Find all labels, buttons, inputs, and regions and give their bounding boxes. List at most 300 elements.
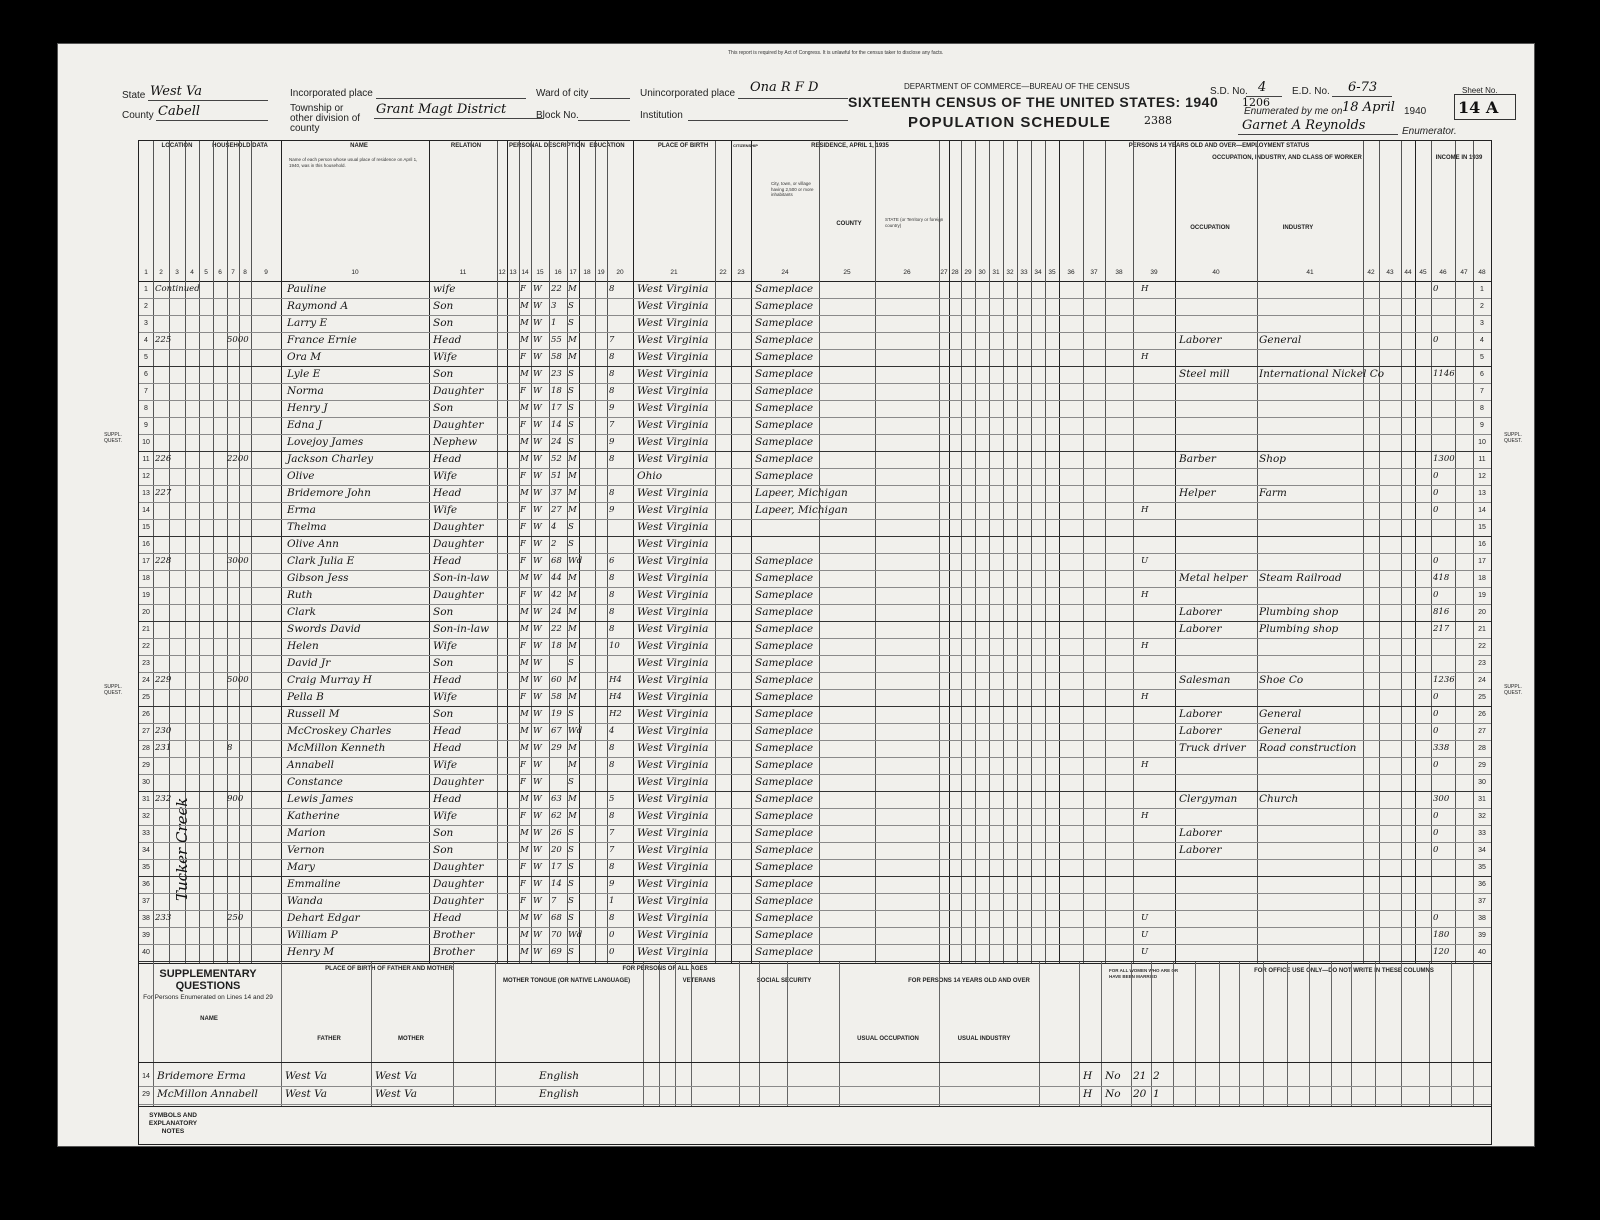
table-row — [139, 281, 1491, 299]
supp-cell-father: West Va — [285, 1088, 327, 1100]
cell-name: Larry E — [287, 317, 328, 329]
cell-mar: S — [568, 539, 574, 549]
cell-age: 22 — [551, 624, 562, 634]
cell-res — [755, 536, 875, 553]
cell-race: W — [533, 471, 542, 481]
cell-loc — [155, 859, 225, 876]
cell-loc — [155, 570, 225, 587]
cell-sex: F — [520, 386, 526, 396]
cell-name: Constance — [287, 776, 343, 788]
cell-name: Lewis James — [287, 793, 354, 805]
line-number: 27 — [1478, 728, 1486, 735]
cell-res: Sameplace — [755, 946, 814, 958]
cell-res: Sameplace — [755, 742, 814, 754]
cell-age: 60 — [551, 675, 562, 685]
line-number: 40 — [142, 949, 150, 956]
cell-inc: 418 — [1433, 573, 1450, 583]
line-number: 24 — [142, 677, 150, 684]
cell-sex: M — [520, 828, 529, 838]
supp-cell-tongue: English — [539, 1088, 580, 1100]
cell-res: Sameplace — [755, 419, 814, 431]
cell-inc: 1300 — [1433, 454, 1455, 464]
population-schedule-grid — [138, 140, 1492, 964]
cell-occ — [1179, 808, 1257, 825]
line-number: 37 — [1478, 898, 1486, 905]
cell-sex: M — [520, 318, 529, 328]
block-label: Block No. — [536, 110, 579, 121]
cell-birth: West Virginia — [637, 538, 709, 550]
cell-age: 58 — [551, 352, 562, 362]
column-number: 36 — [1067, 269, 1075, 276]
line-number: 30 — [142, 779, 150, 786]
cell-res: Sameplace — [755, 827, 814, 839]
cell-wk — [1141, 315, 1165, 332]
line-number: 26 — [142, 711, 150, 718]
line-number: 7 — [144, 388, 148, 395]
table-row — [139, 434, 1491, 452]
enumerated-label: Enumerated by me on — [1244, 106, 1343, 117]
supp-row — [139, 1068, 1491, 1087]
cell-age — [551, 774, 567, 791]
cell-sex: F — [520, 862, 526, 872]
notes-title: SYMBOLS AND EXPLANATORY NOTES — [148, 1112, 198, 1135]
cell-wk — [1141, 468, 1165, 485]
group-personal: PERSONAL DESCRIPTION — [509, 143, 585, 149]
cell-mar: M — [568, 505, 577, 515]
cell-birth: West Virginia — [637, 555, 709, 567]
cell-rel: Head — [433, 555, 462, 567]
cell-occ — [1179, 298, 1257, 315]
cell-race: W — [533, 675, 542, 685]
cell-rel: Head — [433, 793, 462, 805]
sheet-label: Sheet No. — [1462, 86, 1498, 95]
line-number: 13 — [1478, 490, 1486, 497]
cell-race: W — [533, 420, 542, 430]
table-row — [139, 451, 1491, 469]
cell-rel: Son — [433, 708, 454, 720]
supp-all-ages: FOR PERSONS OF ALL AGES — [622, 966, 708, 972]
cell-mar: M — [568, 624, 577, 634]
cell-wk — [1141, 876, 1165, 893]
supp-birth-label: PLACE OF BIRTH OF FATHER AND MOTHER — [325, 966, 453, 972]
cell-birth: West Virginia — [637, 402, 709, 414]
cell-ind: Shop — [1259, 453, 1286, 465]
table-row — [139, 859, 1491, 877]
supp-quest-tag-14: SUPPL. QUEST. — [103, 432, 123, 444]
cell-inc: 338 — [1433, 743, 1450, 753]
cell-birth: West Virginia — [637, 606, 709, 618]
cell-birth: West Virginia — [637, 691, 709, 703]
township-label: Township or other division of county — [290, 103, 361, 134]
cell-val — [227, 400, 251, 417]
cell-rel: Son — [433, 300, 454, 312]
cell-sex: F — [520, 539, 526, 549]
column-number: 43 — [1386, 269, 1394, 276]
cell-ind — [1259, 281, 1363, 298]
cell-ind — [1259, 349, 1363, 366]
line-number: 3 — [144, 320, 148, 327]
cell-wk — [1141, 859, 1165, 876]
column-number: 9 — [264, 269, 268, 276]
cell-wk: U — [1141, 930, 1149, 940]
cell-inc — [1433, 400, 1457, 417]
cell-ed: 0 — [609, 947, 615, 957]
cell-ind: Church — [1259, 793, 1299, 805]
cell-inc: 0 — [1433, 760, 1439, 770]
cell-ed — [609, 655, 631, 672]
cell-name: Annabell — [287, 759, 335, 771]
cell-ind — [1259, 519, 1363, 536]
cell-name: Clark Julia E — [287, 555, 355, 567]
cell-ind: General — [1259, 725, 1302, 737]
table-row — [139, 400, 1491, 418]
cell-ed — [609, 315, 631, 332]
sheet-value: 14 A — [1458, 98, 1499, 117]
cell-inc — [1433, 434, 1457, 451]
table-row — [139, 502, 1491, 520]
cell-occ: Steel mill — [1179, 368, 1230, 380]
ward-label: Ward of city — [536, 88, 589, 99]
supp-women-label: FOR ALL WOMEN WHO ARE OR HAVE BEEN MARRIED — [1109, 968, 1179, 979]
cell-age: 7 — [551, 896, 557, 906]
cell-mar: M — [568, 590, 577, 600]
cell-res: Sameplace — [755, 759, 814, 771]
cell-birth: West Virginia — [637, 861, 709, 873]
cell-sex: M — [520, 709, 529, 719]
cell-age: 51 — [551, 471, 562, 481]
table-row — [139, 706, 1491, 724]
cell-loc: 227 — [155, 488, 172, 498]
cell-mar: S — [568, 896, 574, 906]
line-number: 29 — [142, 762, 150, 769]
cell-wk — [1141, 383, 1165, 400]
cell-ind — [1259, 655, 1363, 672]
cell-wk — [1141, 332, 1165, 349]
supp-tongue-label: MOTHER TONGUE (OR NATIVE LANGUAGE) — [503, 978, 631, 984]
cell-ed: H4 — [609, 675, 622, 685]
grid-header — [139, 141, 1491, 282]
line-number: 7 — [1480, 388, 1484, 395]
line-number: 37 — [142, 898, 150, 905]
cell-inc: 0 — [1433, 811, 1439, 821]
supp-cell-name: Bridemore Erma — [157, 1070, 246, 1082]
cell-val — [227, 638, 251, 655]
supp-quest-tag-29: SUPPL. QUEST. — [103, 684, 123, 696]
supp-cell-age_mar: 20 — [1133, 1088, 1147, 1100]
cell-birth: West Virginia — [637, 810, 709, 822]
line-number: 33 — [142, 830, 150, 837]
column-number: 16 — [554, 269, 562, 276]
cell-ind: Farm — [1259, 487, 1287, 499]
cell-birth: West Virginia — [637, 793, 709, 805]
cell-birth: West Virginia — [637, 385, 709, 397]
cell-wk: H — [1141, 760, 1149, 770]
line-number: 5 — [1480, 354, 1484, 361]
cell-mar: M — [568, 743, 577, 753]
supp-cell-ln: 14 — [142, 1073, 150, 1080]
supp-cell-code: H — [1083, 1088, 1093, 1100]
cell-ind — [1259, 434, 1363, 451]
line-number: 8 — [144, 405, 148, 412]
cell-sex: M — [520, 335, 529, 345]
cell-name: Lyle E — [287, 368, 321, 380]
cell-name: McCroskey Charles — [287, 725, 392, 737]
cell-birth: West Virginia — [637, 589, 709, 601]
cell-ed: 7 — [609, 828, 615, 838]
line-number: 23 — [1478, 660, 1486, 667]
column-number: 34 — [1034, 269, 1042, 276]
cell-occ — [1179, 757, 1257, 774]
cell-val: 250 — [227, 913, 244, 923]
cell-res: Sameplace — [755, 844, 814, 856]
cell-wk — [1141, 621, 1165, 638]
cell-val — [227, 876, 251, 893]
cell-val — [227, 281, 251, 298]
cell-val — [227, 689, 251, 706]
cell-loc: 226 — [155, 454, 172, 464]
cell-rel: Daughter — [433, 895, 484, 907]
cell-age: 19 — [551, 709, 562, 719]
cell-ed: 8 — [609, 811, 615, 821]
cell-sex: F — [520, 692, 526, 702]
line-number: 6 — [144, 371, 148, 378]
cell-occ — [1179, 383, 1257, 400]
cell-val — [227, 502, 251, 519]
cell-ed: 8 — [609, 386, 615, 396]
cell-val — [227, 383, 251, 400]
cell-rel: Head — [433, 674, 462, 686]
cell-loc — [155, 893, 225, 910]
enumerator-name: Garnet A Reynolds — [1242, 118, 1366, 133]
cell-ed — [609, 519, 631, 536]
cell-val — [227, 944, 251, 961]
column-number: 41 — [1306, 269, 1314, 276]
cell-race: W — [533, 505, 542, 515]
line-number: 34 — [142, 847, 150, 854]
cell-race: W — [533, 760, 542, 770]
enumerated-date: 18 April — [1342, 100, 1395, 115]
cell-sex: M — [520, 930, 529, 940]
column-number: 11 — [459, 269, 467, 276]
cell-name: Ruth — [287, 589, 313, 601]
cell-ind: Steam Railroad — [1259, 572, 1342, 584]
cell-inc: 816 — [1433, 607, 1450, 617]
cell-race: W — [533, 607, 542, 617]
cell-res: Sameplace — [755, 623, 814, 635]
cell-ind — [1259, 383, 1363, 400]
cell-sex: M — [520, 726, 529, 736]
cell-age: 17 — [551, 403, 562, 413]
cell-wk — [1141, 400, 1165, 417]
cell-rel: Wife — [433, 504, 458, 516]
supp-subtitle: For Persons Enumerated on Lines 14 and 29 — [143, 994, 273, 1001]
cell-res: Sameplace — [755, 572, 814, 584]
county-header: COUNTY — [836, 221, 862, 227]
cell-birth: West Virginia — [637, 283, 709, 295]
cell-mar: M — [568, 352, 577, 362]
line-number: 35 — [1478, 864, 1486, 871]
cell-birth: West Virginia — [637, 334, 709, 346]
cell-inc: 0 — [1433, 505, 1439, 515]
cell-val: 900 — [227, 794, 244, 804]
column-number: 30 — [978, 269, 986, 276]
cell-loc — [155, 944, 225, 961]
cell-ind — [1259, 502, 1363, 519]
cell-sex: M — [520, 675, 529, 685]
cell-ed: 5 — [609, 794, 615, 804]
cell-res: Sameplace — [755, 929, 814, 941]
cell-mar: S — [568, 862, 574, 872]
cell-loc — [155, 502, 225, 519]
cell-inc — [1433, 383, 1457, 400]
table-row — [139, 689, 1491, 707]
cell-ind — [1259, 808, 1363, 825]
cell-occ: Salesman — [1179, 674, 1231, 686]
cell-ed: 6 — [609, 556, 615, 566]
cell-occ — [1179, 502, 1257, 519]
cell-sex: F — [520, 811, 526, 821]
cell-ind — [1259, 298, 1363, 315]
cell-occ — [1179, 638, 1257, 655]
sd-label: S.D. No. — [1210, 86, 1248, 97]
supp-mother-label: MOTHER — [398, 1036, 424, 1042]
cell-birth: West Virginia — [637, 708, 709, 720]
cell-sex: M — [520, 454, 529, 464]
line-number: 38 — [142, 915, 150, 922]
group-location: LOCATION — [161, 143, 193, 149]
cell-sex: F — [520, 284, 526, 294]
cell-inc: 120 — [1433, 947, 1450, 957]
table-row — [139, 808, 1491, 826]
cell-val — [227, 315, 251, 332]
cell-sex: M — [520, 658, 529, 668]
cell-val — [227, 842, 251, 859]
table-row — [139, 876, 1491, 894]
column-number: 18 — [583, 269, 591, 276]
cell-birth: West Virginia — [637, 453, 709, 465]
cell-age: 1 — [551, 318, 557, 328]
cell-wk — [1141, 893, 1165, 910]
cell-val — [227, 570, 251, 587]
cell-ed: 7 — [609, 845, 615, 855]
cell-loc — [155, 621, 225, 638]
line-number: 14 — [142, 507, 150, 514]
cell-name: Katherine — [287, 810, 340, 822]
group-name: NAME — [350, 143, 368, 149]
cell-sex: M — [520, 624, 529, 634]
cell-loc: 225 — [155, 335, 172, 345]
cell-ed: 8 — [609, 607, 615, 617]
cell-ed: 8 — [609, 284, 615, 294]
cell-ed — [609, 468, 631, 485]
line-number: 8 — [1480, 405, 1484, 412]
column-number: 39 — [1150, 269, 1158, 276]
line-number: 17 — [1478, 558, 1486, 565]
table-row — [139, 910, 1491, 928]
cell-ind — [1259, 553, 1363, 570]
cell-val — [227, 706, 251, 723]
stamp-1206: 1206 — [1242, 96, 1270, 109]
line-number: 2 — [144, 303, 148, 310]
cell-age: 37 — [551, 488, 562, 498]
county-label: County — [122, 110, 154, 121]
line-number: 30 — [1478, 779, 1486, 786]
supp-quest-tag-29-right: SUPPL. QUEST. — [1503, 684, 1523, 696]
cell-loc: 228 — [155, 556, 172, 566]
cell-name: Edna J — [287, 419, 322, 431]
cell-age: 62 — [551, 811, 562, 821]
cell-wk — [1141, 791, 1165, 808]
line-number: 38 — [1478, 915, 1486, 922]
table-row — [139, 655, 1491, 673]
line-number: 15 — [1478, 524, 1486, 531]
cell-rel: Daughter — [433, 521, 484, 533]
cell-name: McMillon Kenneth — [287, 742, 386, 754]
cell-sex: M — [520, 301, 529, 311]
cell-loc: 233 — [155, 913, 172, 923]
cell-race: W — [533, 743, 542, 753]
cell-name: Bridemore John — [287, 487, 371, 499]
cell-wk — [1141, 825, 1165, 842]
cell-occ: Laborer — [1179, 844, 1222, 856]
cell-val — [227, 587, 251, 604]
cell-name: Marion — [287, 827, 326, 839]
cell-birth: West Virginia — [637, 623, 709, 635]
cell-race: W — [533, 403, 542, 413]
cell-age: 24 — [551, 437, 562, 447]
supplementary-section — [138, 962, 1492, 1145]
cell-race: W — [533, 488, 542, 498]
cell-sex: M — [520, 913, 529, 923]
cell-res: Sameplace — [755, 436, 814, 448]
column-number: 25 — [843, 269, 851, 276]
cell-wk — [1141, 298, 1165, 315]
name-instructions: Name of each person whose usual place of residence on April 1, 1940, was in this household. — [289, 157, 418, 168]
cell-mar: S — [568, 947, 574, 957]
line-number: 4 — [1480, 337, 1484, 344]
cell-sex: F — [520, 641, 526, 651]
cell-loc — [155, 876, 225, 893]
cell-mar: M — [568, 573, 577, 583]
cell-age: 67 — [551, 726, 562, 736]
cell-rel: Wife — [433, 470, 458, 482]
cell-rel: Daughter — [433, 419, 484, 431]
cell-res: Sameplace — [755, 878, 814, 890]
cell-loc: 230 — [155, 726, 172, 736]
cell-ed — [609, 774, 631, 791]
line-number: 29 — [1478, 762, 1486, 769]
cell-res: Sameplace — [755, 861, 814, 873]
cell-ed: 8 — [609, 454, 615, 464]
cell-birth: West Virginia — [637, 912, 709, 924]
cell-occ: Laborer — [1179, 334, 1222, 346]
cell-wk: H — [1141, 590, 1149, 600]
line-number: 9 — [1480, 422, 1484, 429]
enumerated-year: 1940 — [1404, 106, 1427, 117]
cell-name: William P — [287, 929, 338, 941]
cell-occ — [1179, 910, 1257, 927]
cell-occ — [1179, 400, 1257, 417]
cell-wk — [1141, 451, 1165, 468]
cell-age: 18 — [551, 641, 562, 651]
cell-res: Sameplace — [755, 793, 814, 805]
group-citizenship: CITIZENSHIP — [733, 143, 758, 148]
column-number: 1 — [144, 269, 148, 276]
enumerator-label: Enumerator. — [1402, 126, 1457, 137]
cell-val — [227, 655, 251, 672]
cell-mar: M — [568, 811, 577, 821]
schedule-title: POPULATION SCHEDULE — [908, 114, 1111, 131]
